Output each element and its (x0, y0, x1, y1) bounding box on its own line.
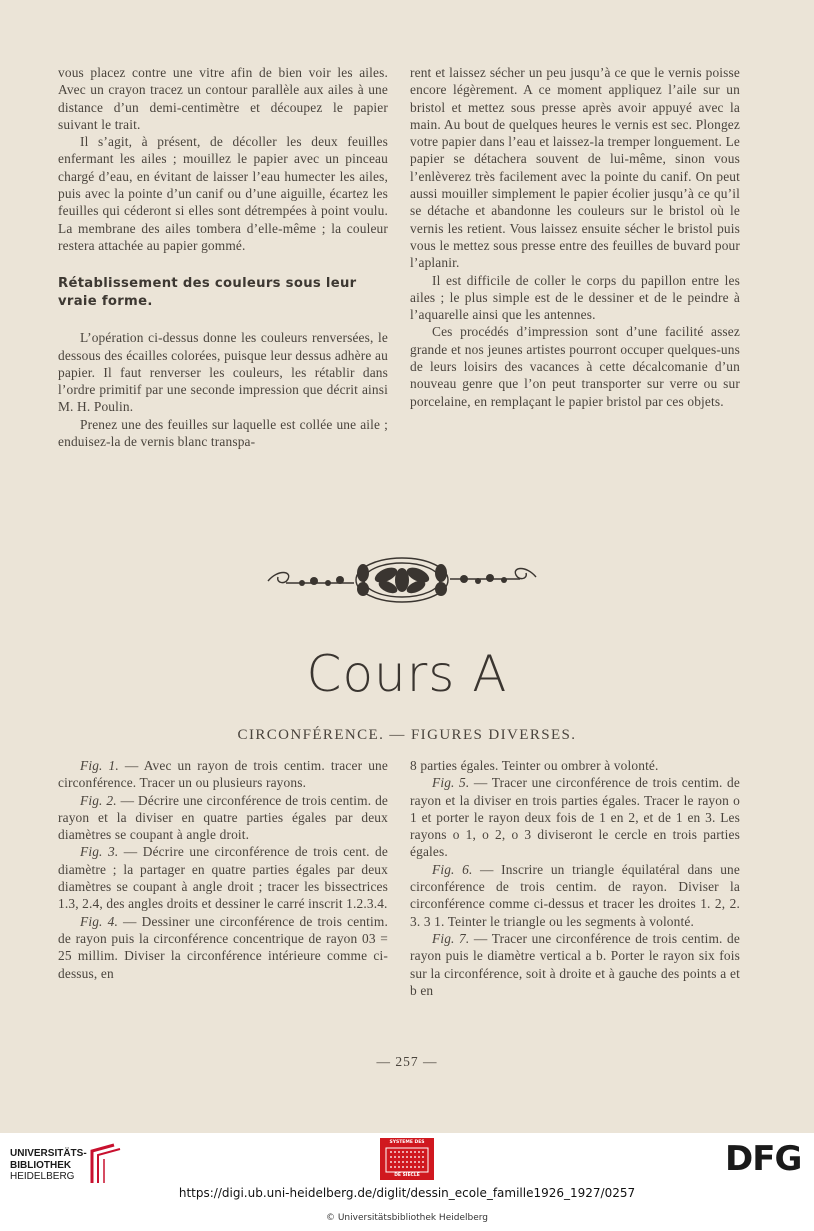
paragraph: vous placez contre une vitre afin de bien voir les ailes. Avec un crayon tracez un contour parallèle aux ailes à une distance d’un demi-centimètre et découpez le papier suivant le trait. (58, 65, 388, 132)
paragraph: Ces procédés d’impression sont d’une facilité assez grande et nos jeunes artistes pourront occuper quelques-uns de leurs loisirs des vacances à cette décalcomanie d’un nouveau genre que l’on peut transporter sur verre ou sur porcelaine, en remplaçant le papier bristol par ces objets. (410, 324, 740, 409)
paragraph: rent et laissez sécher un peu jusqu’à ce que le vernis poisse encore légèrement. A ce moment appliquez l’aile sur un bristol et mettez sous presse après avoir appuyé avec la main. Au bout de quelques heures le vernis est sec. Plongez votre papier dans l’eau et laissez-la tremper longuement. Le papier se détachera souvent de lui-même, sinon vous l’enlèverez très facilement avec la pointe du canif. On peut aussi mouiller simplement le papier écolier jusqu’à ce qu’il se détache et abandonne les couleurs sur le bristol où le vernis les retient. Vous laissez ensuite sécher le bristol puis vous le mettez sous presse entre des feuilles de buvard pour l’aplanir. (410, 65, 740, 271)
figure-label: Fig. 7. (432, 930, 470, 946)
permalink-url[interactable]: https://digi.ub.uni-heidelberg.de/diglit/dessin_ecole_famille1926_1927/0257 (178, 1186, 636, 1200)
logo-text-line-3: HEIDELBERG (10, 1171, 75, 1182)
figure-label: Fig. 2. (80, 792, 117, 808)
figure-paragraph (58, 913, 388, 982)
figure-text: — Décrire une circonférence de trois centim. de rayon et la diviser en quatre parties égales par deux diamètres se coupant à angle droit. (58, 792, 389, 843)
center-logo-text-1: SYSTEME DES (389, 1140, 425, 1145)
figure-paragraph (58, 792, 388, 844)
library-emblem-icon (84, 1143, 124, 1187)
top-right-column (410, 64, 740, 410)
paragraph: 8 parties égales. Teinter ou ombrer à volonté. (410, 758, 659, 773)
figure-paragraph (410, 930, 740, 999)
figure-paragraph (410, 861, 740, 930)
logo-text-line-1: UNIVERSITÄTS- (10, 1148, 87, 1159)
section-heading (58, 275, 388, 310)
figure-text: — Tracer une circonférence de trois centim. de rayon et la diviser en trois parties égales. Tracer le rayon o 1 et porter le rayon deux fois de 1 en 2, et de 1 en 3. Les rayons o 1, o 2, o 3 diviseront le cercle en trois parties égales. (410, 775, 740, 860)
emblem-pattern-icon (380, 1146, 434, 1176)
figure-text: — Décrire une circonférence de trois cent. de diamètre ; la partager en quatre parties égales par deux diamètres se coupant à angle droit ; tracer les bissectrices 1.3, 2.4, des angles droits et dessiner le carré inscrit 1.2.3.4. (58, 844, 388, 912)
center-logo-text-2: DE SIECLE (394, 1173, 420, 1178)
figure-paragraph (410, 774, 740, 860)
top-left-column (58, 64, 388, 450)
footer (0, 1133, 814, 1231)
figure-label: Fig. 4. (80, 913, 118, 929)
figure-label: Fig. 5. (432, 775, 470, 791)
course-subtitle: CIRCONFÉRENCE. — FIGURES DIVERSES. (237, 727, 577, 743)
copyright-notice: © Universitätsbibliothek Heidelberg (325, 1213, 488, 1223)
figure-paragraph (58, 843, 388, 912)
university-library-logo[interactable] (10, 1141, 125, 1191)
paragraph: Il s’agit, à présent, de décoller les deux feuilles enfermant les ailes ; mouillez le papier avec un pinceau chargé d’eau, en évitant de laisser l’eau humecter les ailes, puis avec la pointe d’un canif ou d’une aiguille, écartez les feuilles qui céderont si elles sont détrempées à point voulu. La membrane des ailes tombera d’elle-même ; la couleur restera attachée au papier gommé. (58, 134, 388, 253)
figure-label: Fig. 3. (80, 844, 119, 860)
center-emblem-icon[interactable] (380, 1138, 434, 1180)
paragraph: Il est difficile de coller le corps du papillon entre les ailes ; le plus simple est de le dessiner et de le peindre à l’aquarelle ainsi que les antennes. (410, 272, 740, 323)
bottom-left-column (58, 757, 388, 982)
bottom-right-column (410, 757, 740, 999)
page-number: — 257 — (376, 1054, 438, 1069)
figure-text: — Avec un rayon de trois centim. tracer une circonférence. Tracer un ou plusieurs rayons. (58, 758, 388, 791)
paragraph: Prenez une des feuilles sur laquelle est collée une aile ; enduisez-la de vernis blanc transpa- (58, 416, 388, 450)
figure-label: Fig. 1. (80, 758, 119, 773)
section-heading-line-1: Rétablissement des couleurs sous leur (58, 276, 357, 292)
decorative-ornament (258, 553, 546, 607)
figure-label: Fig. 6. (432, 861, 473, 877)
course-title: Cours A (306, 645, 508, 703)
paragraph: L’opération ci-dessus donne les couleurs renversées, le dessous des écailles colorées, puisque leur dessus adhère au papier. Il faut renverser les couleurs, les rétablir dans l’ordre primitif par une seconde impression que décrit ainsi M. H. Poulin. (58, 330, 388, 415)
section-heading-line-2: vraie forme. (58, 293, 153, 309)
figure-paragraph (58, 757, 388, 792)
dfg-logo[interactable]: DFG (725, 1139, 802, 1179)
figure-text: — Tracer une circonférence de trois centim. de rayon puis le diamètre vertical a b. Porter le rayon six fois sur la circonférence, soit à droite et à gauche des points a et b en (410, 930, 740, 998)
figure-text: — Inscrire un triangle équilatéral dans une circonférence de trois centim. de rayon. Diviser la circonférence comme ci-dessus et tracer les droites 1. 2, 2. 3. 3 1. Teinter le triangle ou les segments à volonté. (410, 861, 740, 929)
logo-text-line-2: BIBLIOTHEK (10, 1159, 72, 1171)
figure-text: — Dessiner une circonférence de trois centim. de rayon puis la circonférence concentrique de rayon 03 = 25 millim. Diviser la circonférence intérieure comme ci-dessus, en (58, 913, 388, 981)
